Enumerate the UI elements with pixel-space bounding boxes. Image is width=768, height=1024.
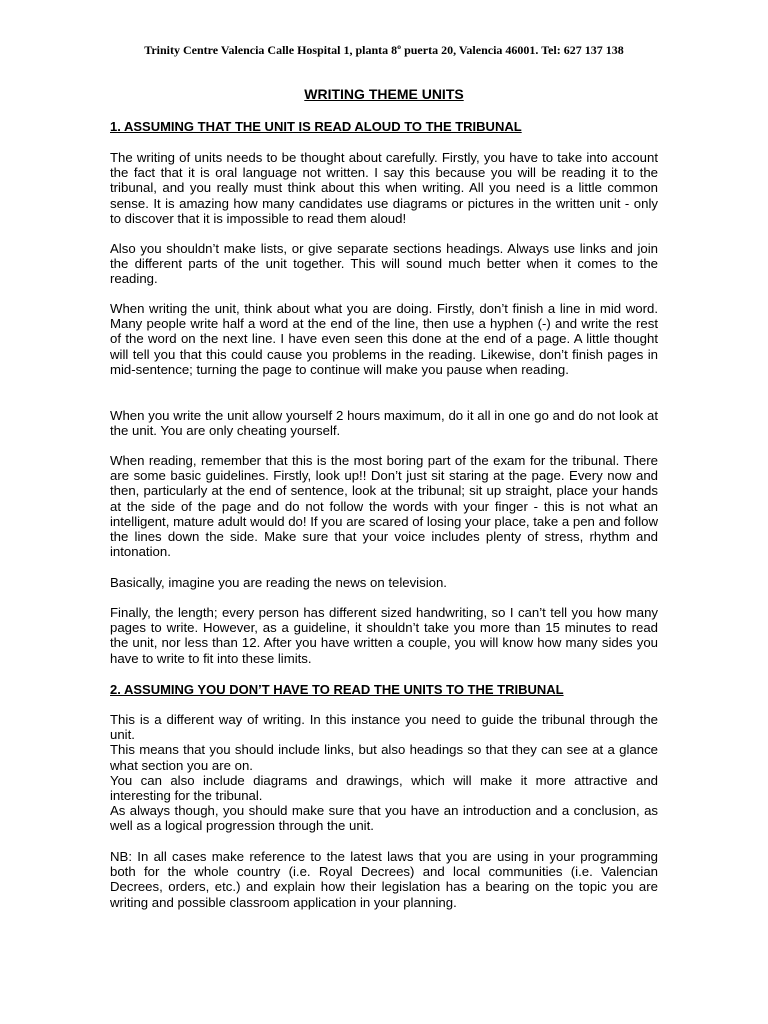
section-2-note: NB: In all cases make reference to the latest laws that you are using in your programming both for the whole country (i.e. Royal Decrees) and local communities (i.e. Valencian Decrees, orders, etc.) and explain how their legislation has a bearing on the topic you are writing and possible classroom application in your planning. [110, 849, 658, 910]
header-contact-line: Trinity Centre Valencia Calle Hospital 1, planta 8º puerta 20, Valencia 46001. Tel: 627 137 138 [144, 43, 624, 57]
section-1-paragraph-1: The writing of units needs to be thought about carefully. Firstly, you have to take into account the fact that it is oral language not written. I say this because you will be reading it to the tribunal, and you really must think about this when writing. All you need is a little common sense. It is amazing how many candidates use diagrams or pictures in the written unit - only to discover that it is impossible to read them aloud! [110, 150, 658, 226]
section-1-paragraph-2: Also you shouldn’t make lists, or give separate sections headings. Always use links and join the different parts of the unit together. This will sound much better when it comes to the reading. [110, 241, 658, 287]
section-1-heading: 1. ASSUMING THAT THE UNIT IS READ ALOUD TO THE TRIBUNAL [110, 119, 522, 134]
section-1-paragraph-6: Basically, imagine you are reading the news on television. [110, 575, 447, 590]
section-2-body [110, 712, 658, 834]
section-2-line-3: You can also include diagrams and drawings, which will make it more attractive and interesting for the tribunal. [110, 772, 658, 804]
section-2-line-2: This means that you should include links, but also headings so that they can see at a glance what section you are on. [110, 742, 658, 773]
section-2-line-4: As always though, you should make sure that you have an introduction and a conclusion, as well as a logical progression through the unit. [110, 803, 658, 834]
section-1-paragraph-7: Finally, the length; every person has different sized handwriting, so I can’t tell you how many pages to write. However, as a guideline, it shouldn’t take you more than 15 minutes to read the unit, nor less than 12. After you have written a couple, you will know how many sides you have to write to fit into these limits. [110, 605, 658, 666]
section-1-paragraph-4: When you write the unit allow yourself 2 hours maximum, do it all in one go and do not look at the unit. You are only cheating yourself. [110, 408, 658, 439]
section-1-paragraph-3: When writing the unit, think about what you are doing. Firstly, don’t finish a line in mid word. Many people write half a word at the end of the line, then use a hyphen (-) and write the rest of the word on the next line. I have even seen this done at the end of a page. A little thought will tell you that this could cause you problems in the reading. Likewise, don’t finish pages in mid-sentence; turning the page to continue will make you pause when reading. [110, 301, 658, 377]
section-2-line-1: This is a different way of writing. In this instance you need to guide the tribunal through the unit. [110, 712, 658, 743]
section-1-paragraph-5: When reading, remember that this is the most boring part of the exam for the tribunal. There are some basic guidelines. Firstly, look up!! Don’t just sit staring at the page. Every now and then, particularly at the end of sentence, look at the tribunal; sit up straight, place your hands at the side of the page and do not follow the words with your finger - this is not what an intelligent, mature adult would do! If you are scared of losing your place, take a pen and follow the lines down the side. Make sure that your voice includes plenty of stress, rhythm and intonation. [110, 453, 658, 560]
section-2-heading: 2. ASSUMING YOU DON’T HAVE TO READ THE UNITS TO THE TRIBUNAL [110, 682, 564, 697]
document-title: WRITING THEME UNITS [304, 86, 464, 102]
